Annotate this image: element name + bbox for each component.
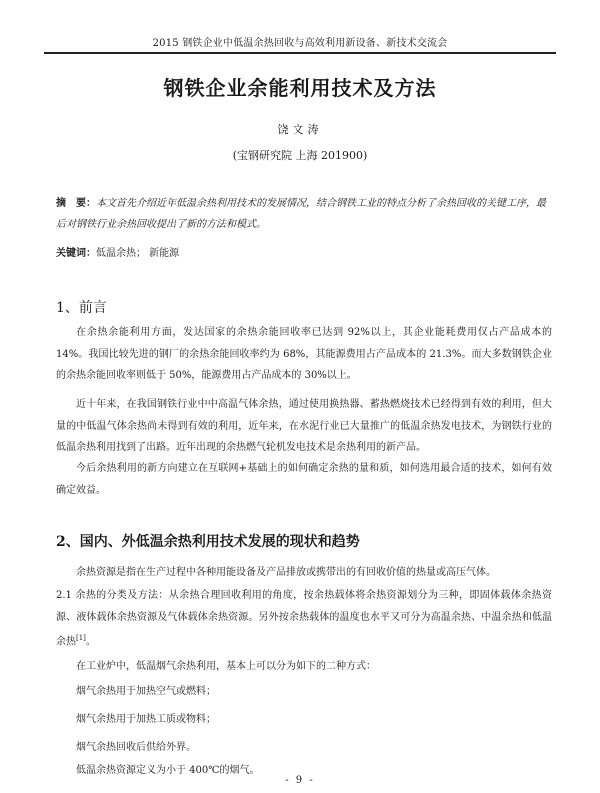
section-2-intro: 余热资源是指在生产过程中各种用能设备及产品排放或携带出的有回收价值的热量或高压气体。 bbox=[76, 567, 496, 578]
author-affiliation: (宝钢研究院 上海 201900) bbox=[232, 149, 368, 162]
paper-title: 钢铁企业余能利用技术及方法 bbox=[163, 76, 437, 100]
process-paragraph: 在工业炉中，低温烟气余热利用，基本上可以分为如下的二种方式： bbox=[76, 661, 376, 672]
section-1-paragraph: 近十年来，在我国钢铁行业中中高温气体余热，通过使用换热器、蓄热燃烧技术已经得到有效的利用，但大量的中低温气体余热尚未得到有效的利用，近年来，在水泥行业已大量推广的低温余热发电技术，为钢铁行业的低温余热利用找到了出路。近年出现的余热燃气轮机发电技术是余热利用的新产品。 bbox=[56, 399, 552, 453]
section-2-1-paragraph bbox=[56, 585, 552, 653]
method-item-1: 烟气余热用于加热空气或燃料； bbox=[76, 686, 216, 697]
method-item-3: 烟气余热回收后供给外界。 bbox=[76, 742, 196, 753]
citation-ref: [1] bbox=[76, 634, 86, 642]
keywords-text: 低温余热； 新能源 bbox=[96, 248, 180, 259]
abstract-text: 本文首先介绍近年低温余热利用技术的发展情况，结合钢铁工业的特点分析了余热回收的关键工序，最后对钢铁行业余热回收提出了新的方法和模式。 bbox=[56, 198, 546, 230]
keywords bbox=[56, 244, 554, 259]
running-header: 2015 钢铁企业中低温余热回收与高效利用新设备、新技术交流会 bbox=[44, 34, 556, 54]
section-2-heading: 2、国内、外低温余热利用技术发展的现状和趋势 bbox=[56, 534, 360, 550]
section-2-1-text: 2.1 余热的分类及方法：从余热合理回收利用的角度，按余热载体将余热资源划分为三种，即固体载体余热资源、液体载体余热资源及气体载体余热资源。另外按余热载体的温度也水平又可分为高温余热、中温余热和低温余热 bbox=[56, 590, 552, 648]
section-2-1-end: 。 bbox=[85, 636, 96, 648]
page-number: - 9 - bbox=[285, 775, 315, 786]
section-1-heading: 1、前言 bbox=[56, 300, 107, 316]
abstract bbox=[56, 193, 554, 235]
section-1-paragraph: 今后余热利用的新方向建立在互联网+基础上的如何确定余热的量和质，如何选用最合适的技术，如何有效确定效益。 bbox=[56, 463, 552, 496]
author-name: 饶文涛 bbox=[277, 123, 323, 136]
definition-paragraph: 低温余热资源定义为小于 400℃的烟气。 bbox=[76, 765, 260, 776]
method-item-2: 烟气余热用于加热工质或物料； bbox=[76, 714, 216, 725]
section-1-paragraph: 在余热余能利用方面，发达国家的余热余能回收率已达到 92%以上，其企业能耗费用仅占产品成本的 14%。我国比较先进的钢厂的余热余能回收率约为 68%，其能源费用占产品成本的 21.3%。而大多数钢铁企业的余热余能回收率则低于 50%，能源费用占产品成本的 30%以上。 bbox=[56, 327, 552, 381]
keywords-label: 关键词： bbox=[56, 248, 96, 259]
abstract-label: 摘 要： bbox=[56, 198, 96, 209]
